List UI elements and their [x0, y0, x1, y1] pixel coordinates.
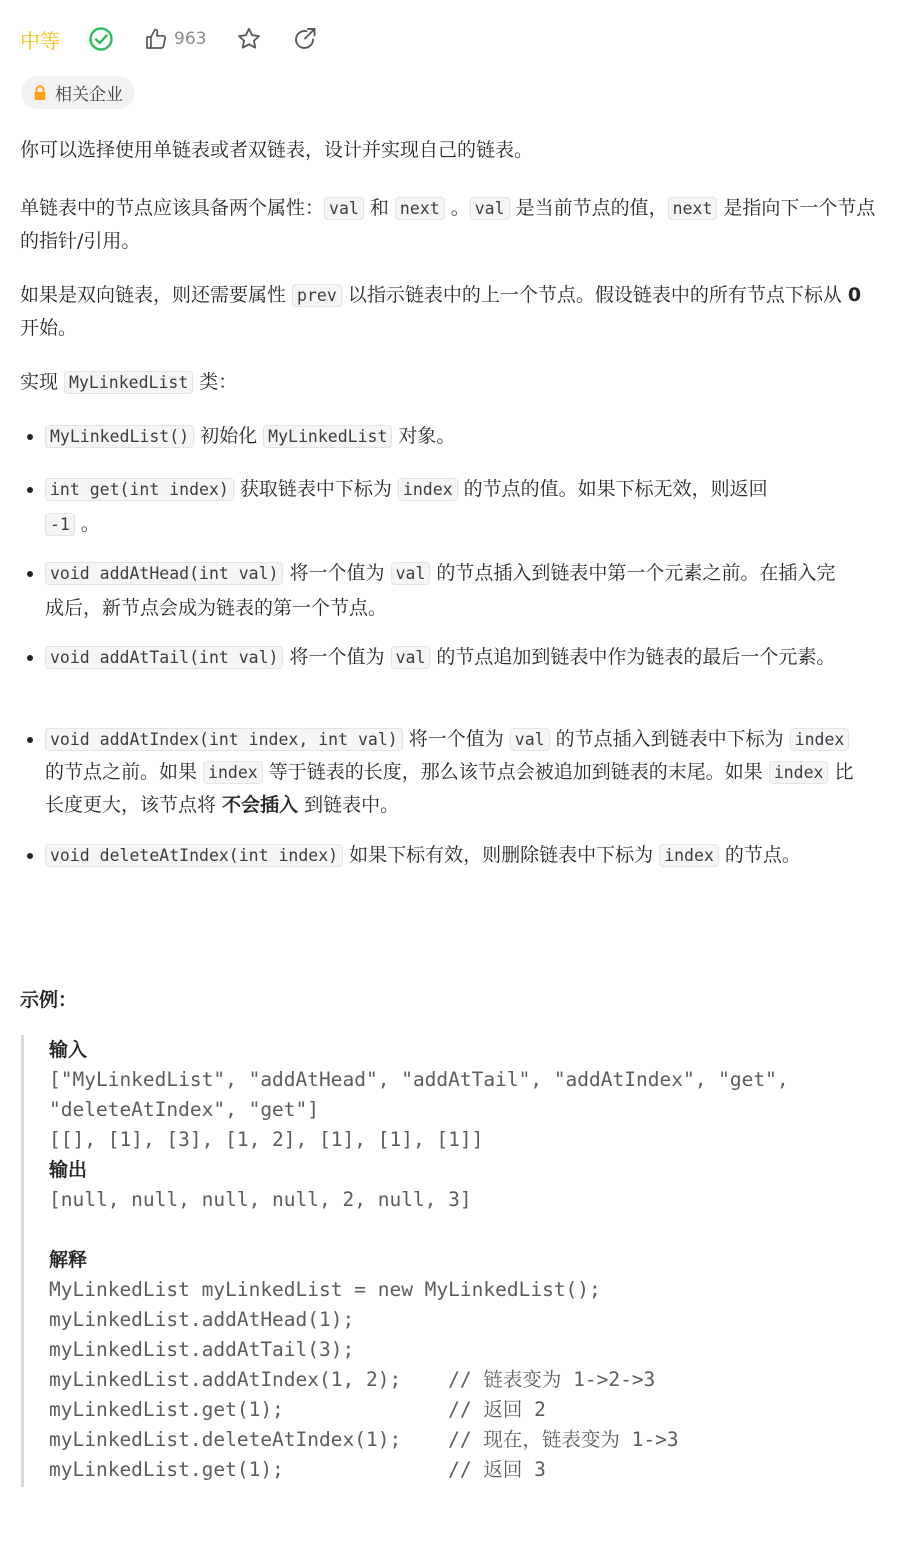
inline-code: void addAtHead(int val)	[45, 562, 283, 585]
output-line: [null, null, null, null, 2, null, 3]	[49, 1188, 472, 1211]
list-item	[45, 723, 857, 822]
explain-line: myLinkedList.addAtHead(1);	[49, 1308, 355, 1331]
inline-code: index	[659, 844, 719, 867]
like-button[interactable]	[144, 27, 206, 51]
explain-line: myLinkedList.get(1); // 返回 2	[49, 1398, 546, 1421]
list-item	[45, 472, 835, 542]
intro-paragraph: 你可以选择使用单链表或者双链表，设计并实现自己的链表。	[20, 139, 534, 161]
text: 如果是双向链表，则还需要属性	[20, 284, 293, 306]
explain-line: myLinkedList.addAtTail(3);	[49, 1338, 355, 1361]
inline-code: MyLinkedList()	[45, 425, 194, 448]
share-icon	[292, 26, 318, 52]
text: 的节点插入到链表中下标为	[549, 728, 790, 750]
lock-icon	[33, 85, 47, 101]
inline-code: void addAtIndex(int index, int val)	[45, 728, 403, 751]
text: 单链表中的节点应该具备两个属性：	[20, 197, 325, 219]
text: 是指向下一个节点的指针/引用。	[20, 197, 876, 252]
text: 。	[444, 197, 470, 219]
inline-code: MyLinkedList	[64, 371, 193, 394]
inline-code: void addAtTail(int val)	[45, 646, 283, 669]
inline-code: index	[769, 761, 829, 784]
explain-line: myLinkedList.addAtIndex(1, 2); // 链表变为 1->2->3	[49, 1368, 656, 1391]
thumbs-up-icon	[144, 27, 168, 51]
text: 的节点的值。如果下标无效，则返回	[457, 478, 768, 500]
problem-toolbar	[20, 22, 348, 56]
text: 比长度更大，该节点将	[45, 761, 854, 816]
doubly-linked-paragraph	[20, 279, 886, 344]
example-title: 示例：	[20, 989, 78, 1011]
list-item	[45, 556, 845, 625]
explain-line: MyLinkedList myLinkedList = new MyLinkedList();	[49, 1278, 601, 1301]
bold-text: 0	[847, 284, 862, 306]
inline-code: prev	[292, 284, 342, 307]
explain-label: 解释	[49, 1249, 88, 1271]
text: 实现	[20, 371, 65, 393]
input-label: 输入	[49, 1039, 88, 1061]
text: 将一个值为	[402, 728, 510, 750]
text: 将一个值为	[283, 646, 391, 668]
inline-code: val	[470, 197, 510, 220]
share-button[interactable]	[292, 26, 318, 52]
text: 以指示链表中的上一个节点。假设链表中的所有节点下标从	[341, 284, 848, 306]
inline-code: index	[203, 761, 263, 784]
difficulty-label: 中等	[20, 28, 60, 53]
input-line: ["MyLinkedList", "addAtHead", "addAtTail", "addAtIndex", "get",	[49, 1068, 789, 1091]
solved-check-icon	[88, 26, 114, 52]
text: 等于链表的长度，那么该节点会被追加到链表的末尾。如果	[262, 761, 769, 783]
explain-line: myLinkedList.get(1); // 返回 3	[49, 1458, 546, 1481]
text: 的节点之前。如果	[45, 761, 204, 783]
bold-text: 不会插入	[222, 794, 299, 816]
spacer	[49, 1215, 881, 1245]
example-block	[21, 1035, 881, 1487]
text: 的节点。	[718, 844, 801, 866]
text: 获取链表中下标为	[233, 478, 398, 500]
text: 。	[74, 513, 100, 535]
inline-code: index	[398, 478, 458, 501]
text: 是当前节点的值，	[509, 197, 668, 219]
text: 和	[363, 197, 395, 219]
inline-code: void deleteAtIndex(int index)	[45, 844, 343, 867]
inline-code: MyLinkedList	[263, 425, 392, 448]
list-item	[45, 640, 845, 675]
output-label: 输出	[49, 1159, 88, 1181]
input-line: [[], [1], [3], [1, 2], [1], [1], [1]]	[49, 1128, 484, 1151]
like-count: 963	[174, 29, 207, 49]
inline-code: val	[324, 197, 364, 220]
inline-code: int get(int index)	[45, 478, 234, 501]
text: 初始化	[194, 425, 264, 447]
inline-code: val	[510, 728, 550, 751]
text: 的节点追加到链表中作为链表的最后一个元素。	[430, 646, 836, 668]
related-companies-tag[interactable]	[21, 76, 135, 109]
text: 类：	[193, 371, 238, 393]
list-item	[45, 838, 835, 873]
inline-code: val	[391, 562, 431, 585]
inline-code: next	[668, 197, 718, 220]
inline-code: -1	[45, 513, 75, 536]
text: 对象。	[392, 425, 456, 447]
favorite-button[interactable]	[236, 26, 262, 52]
text: 的节点插入到链表中第一个元素之前。在插入完成后，新节点会成为链表的第一个节点。	[45, 562, 836, 619]
text: 如果下标有效，则删除链表中下标为	[343, 844, 660, 866]
input-line: "deleteAtIndex", "get"]	[49, 1098, 320, 1121]
list-item	[45, 420, 835, 453]
implement-paragraph	[20, 366, 237, 399]
inline-code: index	[790, 728, 850, 751]
inline-code: val	[391, 646, 431, 669]
text: 将一个值为	[283, 562, 391, 584]
company-tag-label: 相关企业	[55, 85, 123, 105]
inline-code: next	[395, 197, 445, 220]
star-icon	[236, 26, 262, 52]
explain-line: myLinkedList.deleteAtIndex(1); // 现在，链表变为 1->3	[49, 1428, 679, 1451]
text: 到链表中。	[298, 794, 400, 816]
node-attributes-paragraph	[20, 192, 886, 257]
text: 开始。	[20, 317, 78, 339]
